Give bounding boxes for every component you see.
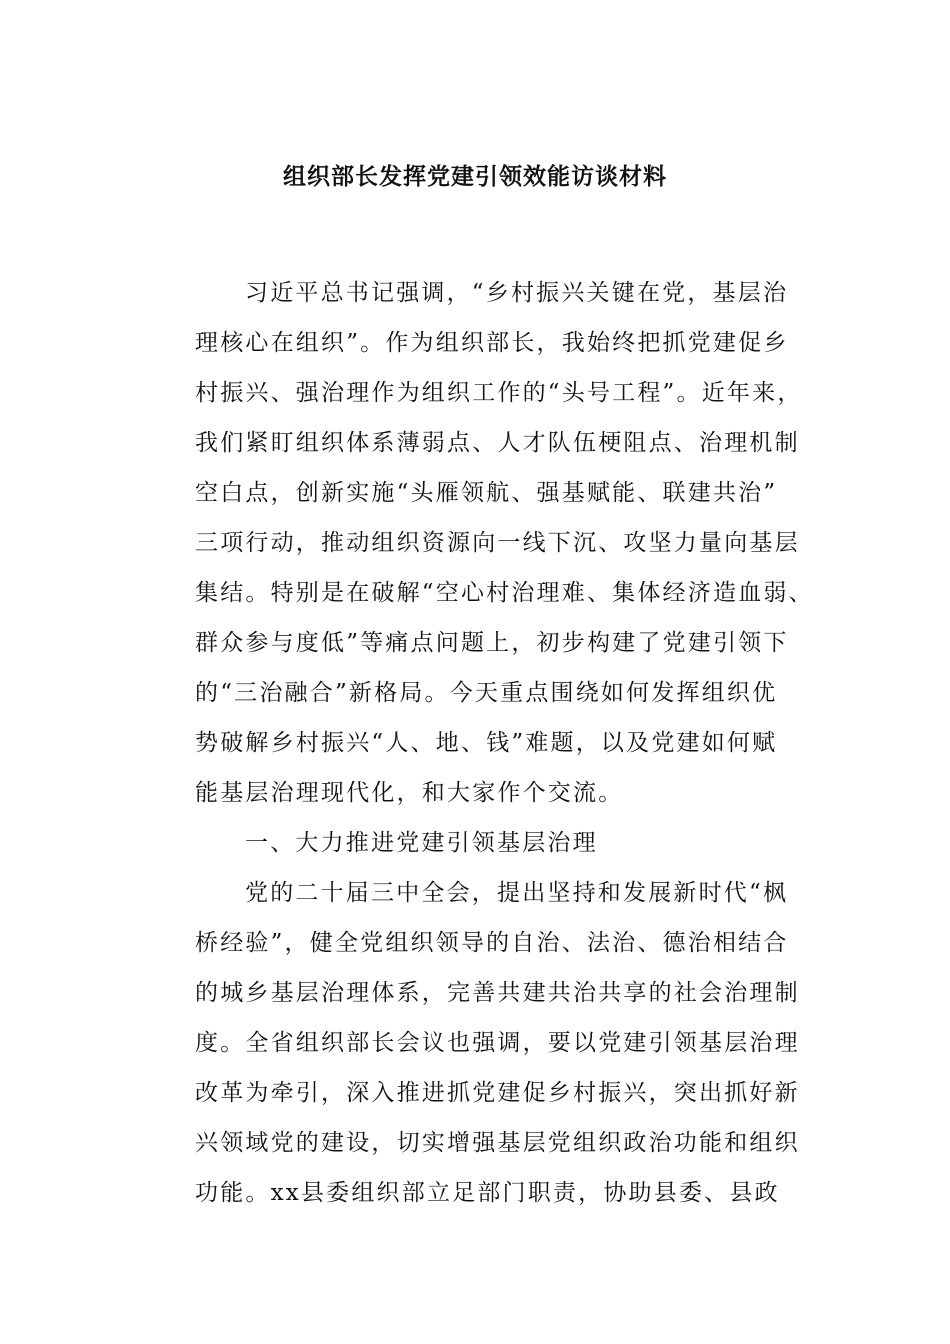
paragraph-line: 空白点，创新实施“头雁领航、强基赋能、联建共治”: [195, 480, 778, 506]
paragraph-line: 集结。特别是在破解“空心村治理难、集体经济造血弱、: [195, 580, 814, 606]
paragraph-line: 村振兴、强治理作为组织工作的“头号工程”。近年来，: [195, 380, 803, 406]
section-heading: 一、大力推进党建引领基层治理: [245, 830, 598, 856]
paragraph-line: 能基层治理现代化，和大家作个交流。: [195, 780, 624, 806]
paragraph-line: 党的二十届三中全会，提出坚持和发展新时代“枫: [245, 880, 789, 906]
paragraph-line: 功能。xx县委组织部立足部门职责，协助县委、县政: [195, 1180, 780, 1206]
paragraph-line: 势破解乡村振兴“人、地、钱”难题，以及党建如何赋: [195, 730, 778, 756]
paragraph-line: 兴领域党的建设，切实增强基层党组织政治功能和组织: [195, 1130, 800, 1156]
document-title: 组织部长发挥党建引领效能访谈材料: [283, 164, 667, 190]
paragraph-line: 度。全省组织部长会议也强调，要以党建引领基层治理: [195, 1030, 800, 1056]
paragraph-line: 三项行动，推动组织资源向一线下沉、攻坚力量向基层: [195, 530, 800, 556]
paragraph-line: 的城乡基层治理体系，完善共建共治共享的社会治理制: [195, 980, 800, 1006]
paragraph-line: 理核心在组织”。作为组织部长，我始终把抓党建促乡: [195, 330, 789, 356]
document-body: [195, 268, 827, 1218]
paragraph-line: 改革为牵引，深入推进抓党建促乡村振兴，突出抓好新: [195, 1080, 800, 1106]
paragraph-line: 桥经验”，健全党组织领导的自治、法治、德治相结合: [195, 930, 789, 956]
paragraph-line: 我们紧盯组织体系薄弱点、人才队伍梗阻点、治理机制: [195, 430, 800, 456]
paragraph-line: 习近平总书记强调，“乡村振兴关键在党，基层治: [245, 280, 789, 306]
paragraph-line: 的“三治融合”新格局。今天重点围绕如何发挥组织优: [195, 680, 778, 706]
paragraph-line: 群众参与度低”等痛点问题上，初步构建了党建引领下: [195, 630, 789, 656]
